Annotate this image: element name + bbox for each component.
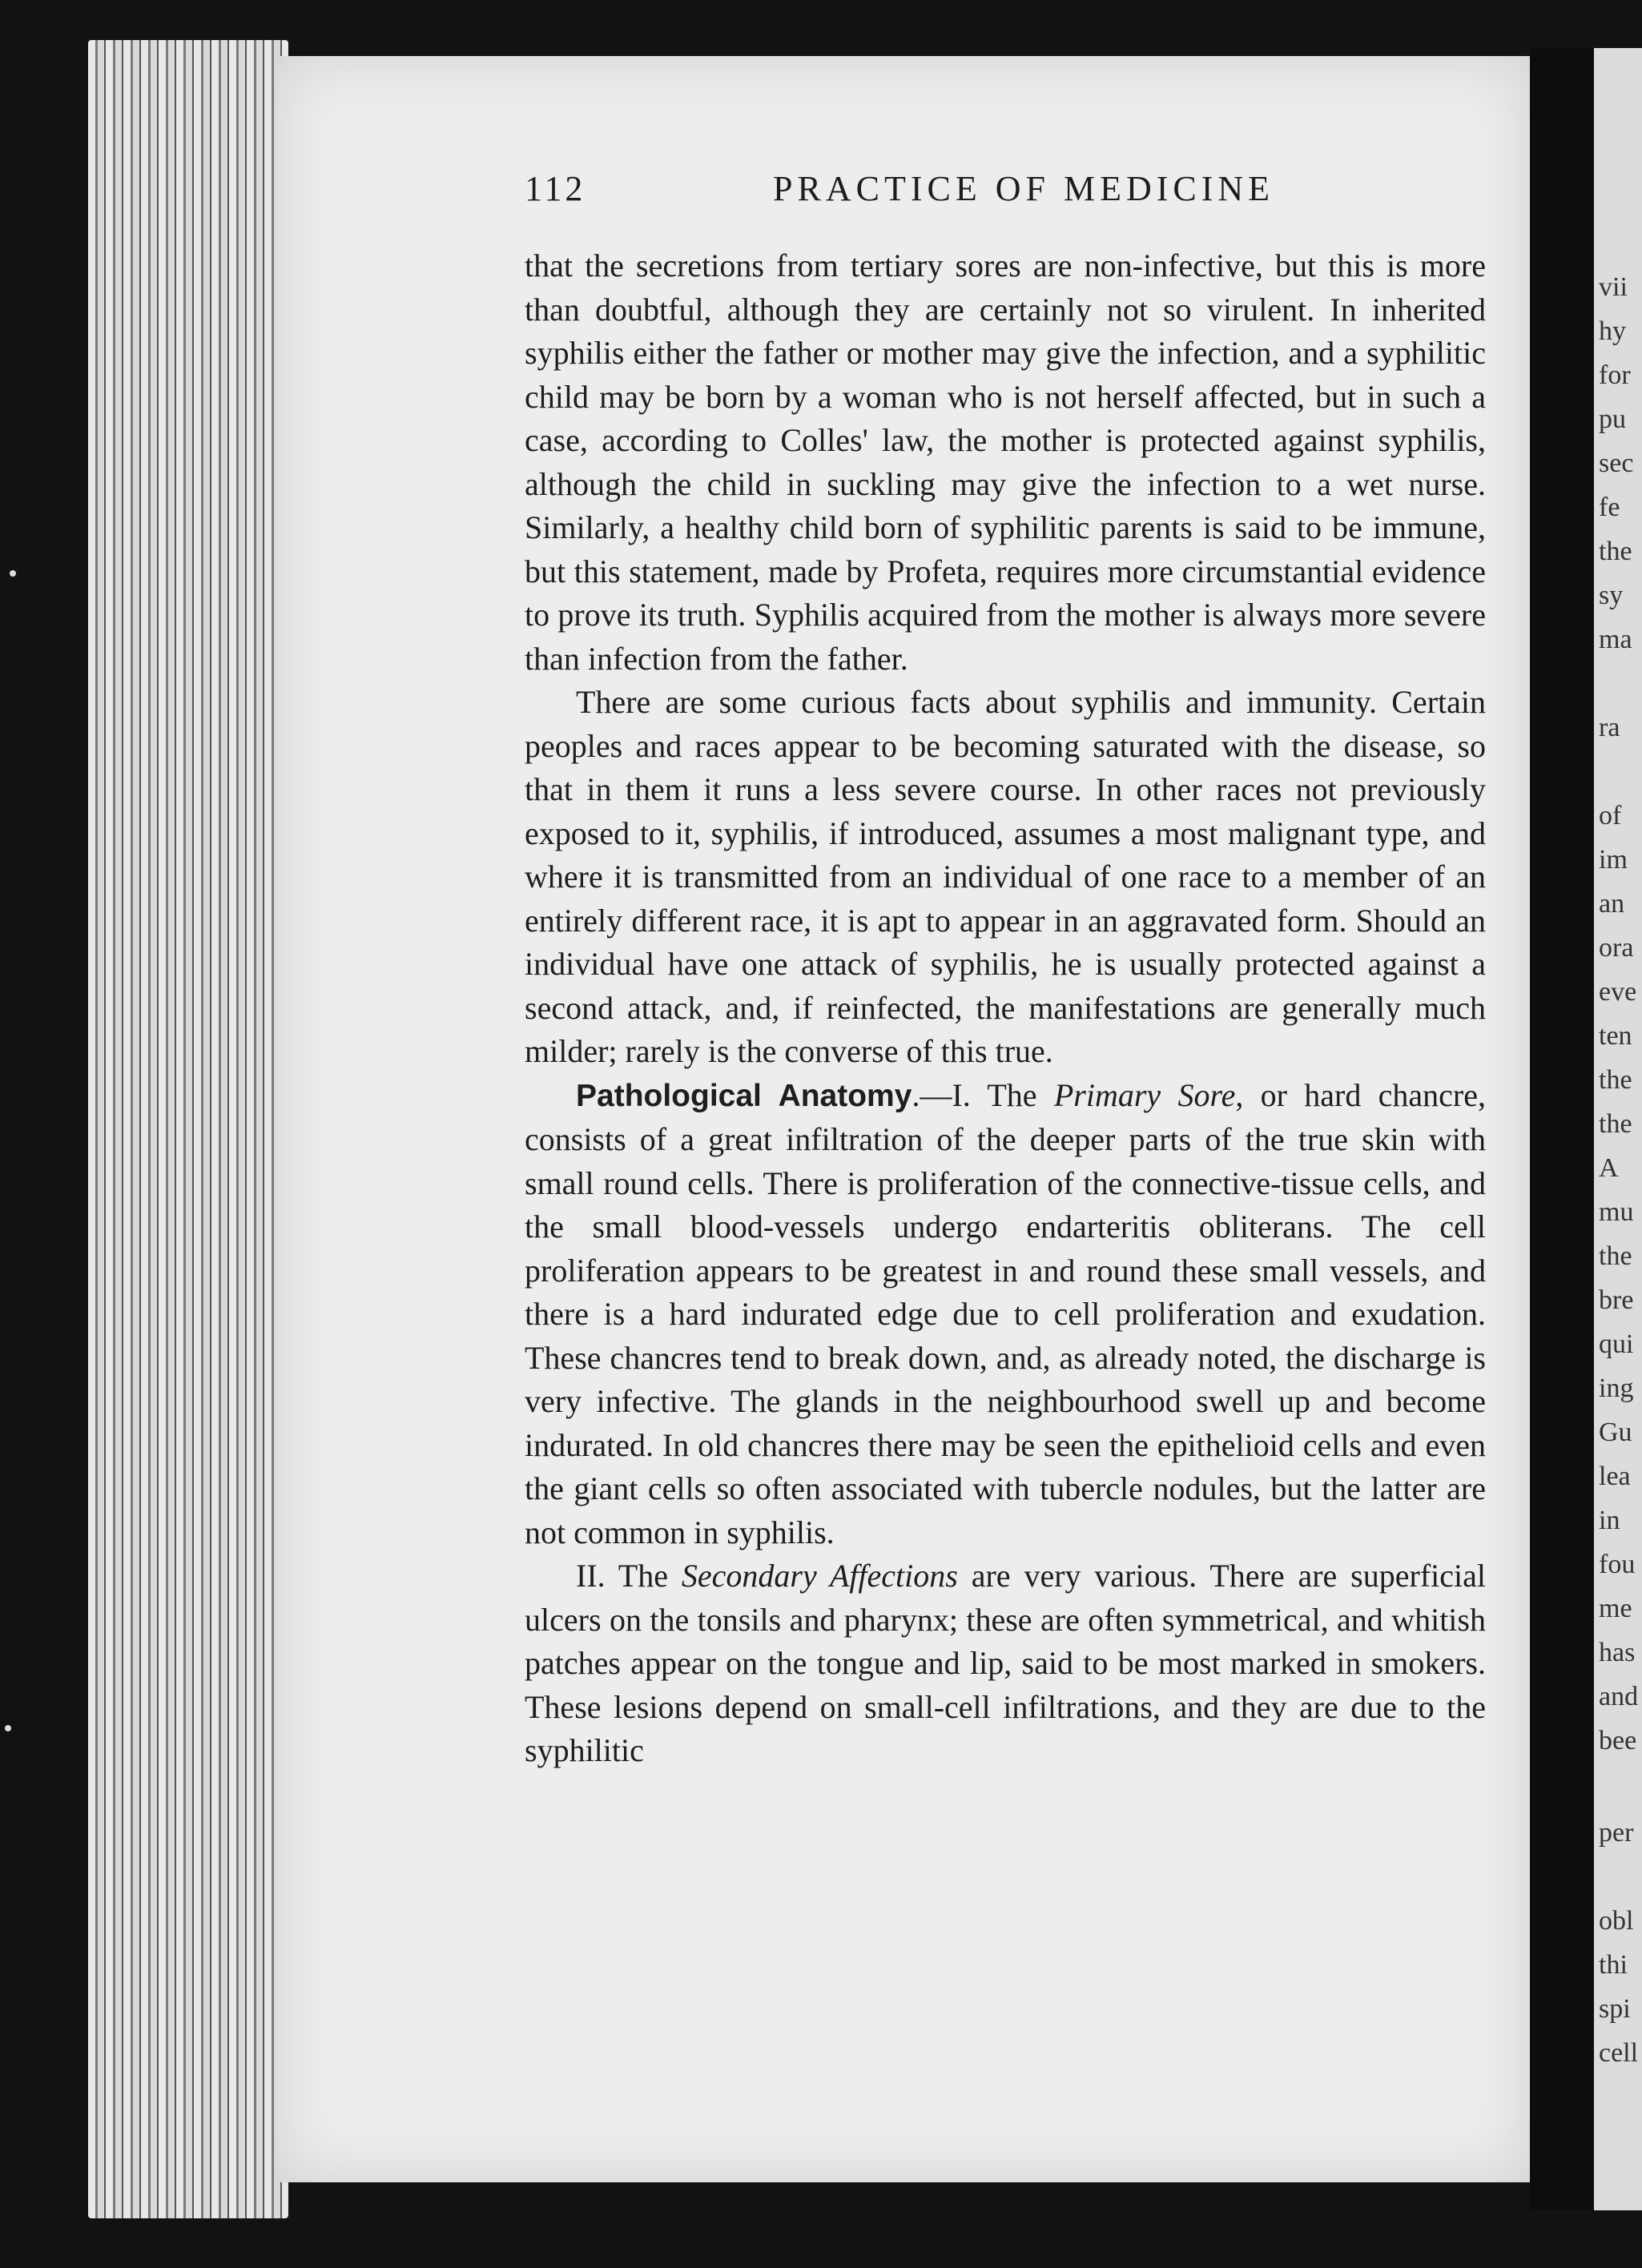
facing-fragment: vii	[1599, 272, 1628, 302]
book-gutter	[1530, 48, 1594, 2210]
facing-fragment: fe	[1599, 493, 1620, 522]
facing-fragment: bre	[1599, 1285, 1634, 1315]
italic-term-secondary-affections: Secondary Affections	[681, 1558, 958, 1594]
facing-fragment: A	[1599, 1153, 1619, 1183]
facing-fragment: hy	[1599, 316, 1626, 346]
facing-fragment: of	[1599, 801, 1622, 830]
paragraph-pathological-anatomy	[525, 1074, 1486, 1555]
paragraph-text: , or hard chancre, consists of a great infiltration of the deeper parts of the true skin with small round cells. There is proliferation of the connective-tissue cells, and the small blood-vessels undergo endarteritis obliterans. The cell proliferation appears to be greatest in and round these small vessels, and there is a hard indurated edge due to cell proliferation and exudation. These chancres tend to break down, and, as already noted, the discharge is very infective. The glands in the neighbourhood swell up and become indurated. In old chancres there may be seen the epithelioid cells and even the giant cells so often associated with tubercle nodules, but the latter are not common in syphilis.	[525, 1076, 1486, 1550]
facing-fragment: ora	[1599, 933, 1634, 963]
section-heading: Pathological Anatomy	[576, 1078, 912, 1113]
scan-speck	[5, 1725, 11, 1731]
facing-page-strip	[1594, 48, 1642, 2210]
facing-fragment: an	[1599, 889, 1625, 919]
facing-fragment: for	[1599, 360, 1631, 390]
paragraph-immunity: There are some curious facts about syphilis and immunity. Certain peoples and races appear to be becoming saturated with the disease, so that in them it runs a less severe course. In other races not previously exposed to it, syphilis, if introduced, assumes a most malignant type, and where it is transmitted from an individual of one race to a member of an entirely different race, it is apt to appear in an aggravated form. Should an individual have one attack of syphilis, he is usually protected against a second attack, and, if reinfected, the manifestations are generally much milder; rarely is the converse of this true.	[525, 684, 1486, 1069]
facing-fragment: Gu	[1599, 1418, 1632, 1447]
facing-fragment: sy	[1599, 581, 1624, 610]
facing-fragment: ra	[1599, 713, 1620, 742]
scan-speck	[10, 570, 16, 577]
facing-fragment: im	[1599, 845, 1628, 875]
body-text	[525, 244, 1486, 1773]
facing-fragment: qui	[1599, 1329, 1634, 1359]
facing-fragment: ing	[1599, 1373, 1634, 1403]
facing-fragment: bee	[1599, 1726, 1637, 1755]
facing-fragment: the	[1599, 1109, 1632, 1139]
facing-fragment: in	[1599, 1506, 1620, 1535]
running-header	[525, 168, 1498, 216]
facing-fragment: the	[1599, 1241, 1632, 1271]
facing-fragment: mu	[1599, 1197, 1634, 1227]
paragraph-text: are very various. There are superficial ulcers on the tonsils and pharynx; these are often symmetrical, and whitish patches appear on the tongue and lip, said to be most marked in smokers. These lesions depend on small-cell infiltrations, and they are due to the syphilitic	[525, 1558, 1486, 1768]
facing-fragment: and	[1599, 1682, 1639, 1711]
facing-fragment: the	[1599, 537, 1632, 566]
facing-fragment: fou	[1599, 1550, 1636, 1579]
facing-fragment: obl	[1599, 1906, 1634, 1936]
paragraph-secondary-affections	[525, 1554, 1486, 1773]
stacked-page-edges	[88, 40, 288, 2218]
facing-fragment: me	[1599, 1594, 1632, 1623]
facing-fragment: spi	[1599, 1994, 1631, 2024]
facing-fragment: ma	[1599, 625, 1632, 654]
page-number: 112	[525, 169, 586, 208]
facing-fragment: has	[1599, 1638, 1636, 1667]
italic-term-primary-sore: Primary Sore	[1053, 1076, 1236, 1113]
heading-lead: .—I. The	[912, 1076, 1054, 1113]
paragraph-lead: II. The	[576, 1558, 682, 1594]
facing-fragment: per	[1599, 1818, 1634, 1848]
facing-fragment: pu	[1599, 404, 1626, 434]
running-title: PRACTICE OF MEDICINE	[773, 169, 1275, 208]
facing-fragment: the	[1599, 1065, 1632, 1095]
facing-fragment: ten	[1599, 1021, 1632, 1051]
facing-fragment: cell	[1599, 2038, 1639, 2068]
facing-fragment: sec	[1599, 448, 1634, 478]
facing-fragment: thi	[1599, 1950, 1628, 1980]
paragraph-continuation: that the secretions from tertiary sores are non-infective, but this is more than doubtful, although they are certainly not so virulent. In inherited syphilis either the father or mother may give the infection, and a syphilitic child may be born by a woman who is not herself affected, but in such a case, according to Colles' law, the mother is protected against syphilis, although the child in suckling may give the infection to a wet nurse. Similarly, a healthy child born of syphilitic parents is said to be immune, but this statement, made by Profeta, requires more circumstantial evidence to prove its truth. Syphilis acquired from the mother is always more severe than infection from the father.	[525, 247, 1486, 677]
facing-fragment: lea	[1599, 1462, 1631, 1491]
facing-fragment: eve	[1599, 977, 1637, 1007]
